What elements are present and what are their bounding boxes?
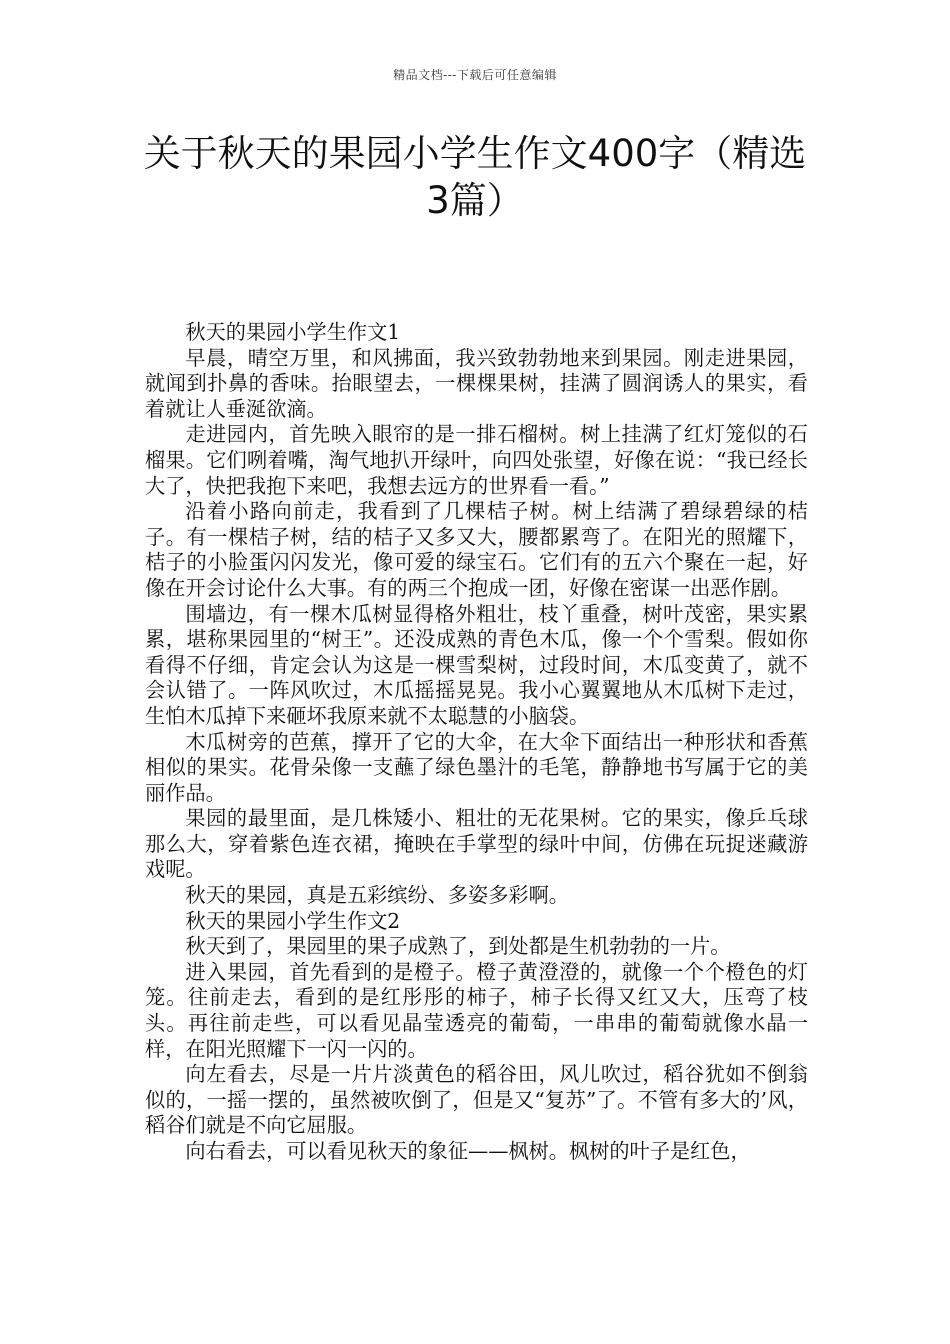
body-paragraph: 围墙边，有一棵木瓜树显得格外粗壮，枝丫重叠，树叶茂密，果实累累，堪称果园里的“树王”。还没成熟的青色木瓜，像一个个雪梨。假如你看得不仔细，肯定会认为这是一棵雪梨树，过段时间，木瓜变黄了，就不会认错了。一阵风吹过，木瓜摇摇晃晃。我小心翼翼地从木瓜树下走过，生怕木瓜掉下来砸坏我原来就不太聪慧的小脑袋。 [145,601,808,728]
body-paragraph: 秋天到了，果园里的果子成熟了，到处都是生机勃勃的一片。 [185,934,731,959]
section-heading-1: 秋天的果园小学生作文1 [185,320,401,344]
body-paragraph: 进入果园，首先看到的是橙子。橙子黄澄澄的，就像一个个橙色的灯笼。往前走去，看到的是红彤彤的柿子，柿子长得又红又大，压弯了枝头。再往前走些，可以看见晶莹透亮的葡萄，一串串的葡萄就像水晶一样，在阳光照耀下一闪一闪的。 [145,959,808,1061]
body-paragraph: 木瓜树旁的芭蕉，撑开了它的大伞，在大伞下面结出一种形状和香蕉相似的果实。花骨朵像一支蘸了绿色墨汁的毛笔，静静地书写属于它的美丽作品。 [145,729,808,805]
body-paragraph: 秋天的果园，真是五彩缤纷、多姿多彩啊。 [185,883,569,908]
body-paragraph: 走进园内，首先映入眼帘的是一排石榴树。树上挂满了红灯笼似的石榴果。它们咧着嘴，淘气地扒开绿叶，向四处张望，好像在说：“我已经长大了，快把我抱下来吧，我想去远方的世界看一看。” [145,422,808,498]
body-paragraph: 向右看去，可以看见秋天的象征——枫树。枫树的叶子是红色， [185,1139,751,1163]
body-paragraph: 果园的最里面，是几株矮小、粗壮的无花果树。它的果实，像乒乓球那么大，穿着紫色连衣裙，掩映在手掌型的绿叶中间，仿佛在玩捉迷藏游戏呢。 [145,806,808,882]
document-body [145,320,808,1165]
document-title: 关于秋天的果园小学生作文400字（精选3篇） [143,132,807,222]
body-paragraph: 向左看去，尽是一片片淡黄色的稻谷田，风儿吹过，稻谷犹如不倒翁似的，一摇一摆的，虽然被吹倒了，但是又“复苏”了。不管有多大的’风，稻谷们就是不向它屈服。 [145,1062,808,1138]
page-header-watermark: 精品文档---下载后可任意编辑 [393,68,557,82]
section-heading-2: 秋天的果园小学生作文2 [185,908,401,933]
body-paragraph: 沿着小路向前走，我看到了几棵桔子树。树上结满了碧绿碧绿的桔子。有一棵桔子树，结的桔子又多又大，腰都累弯了。在阳光的照耀下，桔子的小脸蛋闪闪发光，像可爱的绿宝石。它们有的五六个聚在一起，好像在开会讨论什么大事。有的两三个抱成一团，好像在密谋一出恶作剧。 [145,499,808,600]
body-paragraph: 早晨，晴空万里，和风拂面，我兴致勃勃地来到果园。刚走进果园，就闻到扑鼻的香味。抬眼望去，一棵棵果树，挂满了圆润诱人的果实，看着就让人垂涎欲滴。 [145,345,808,421]
